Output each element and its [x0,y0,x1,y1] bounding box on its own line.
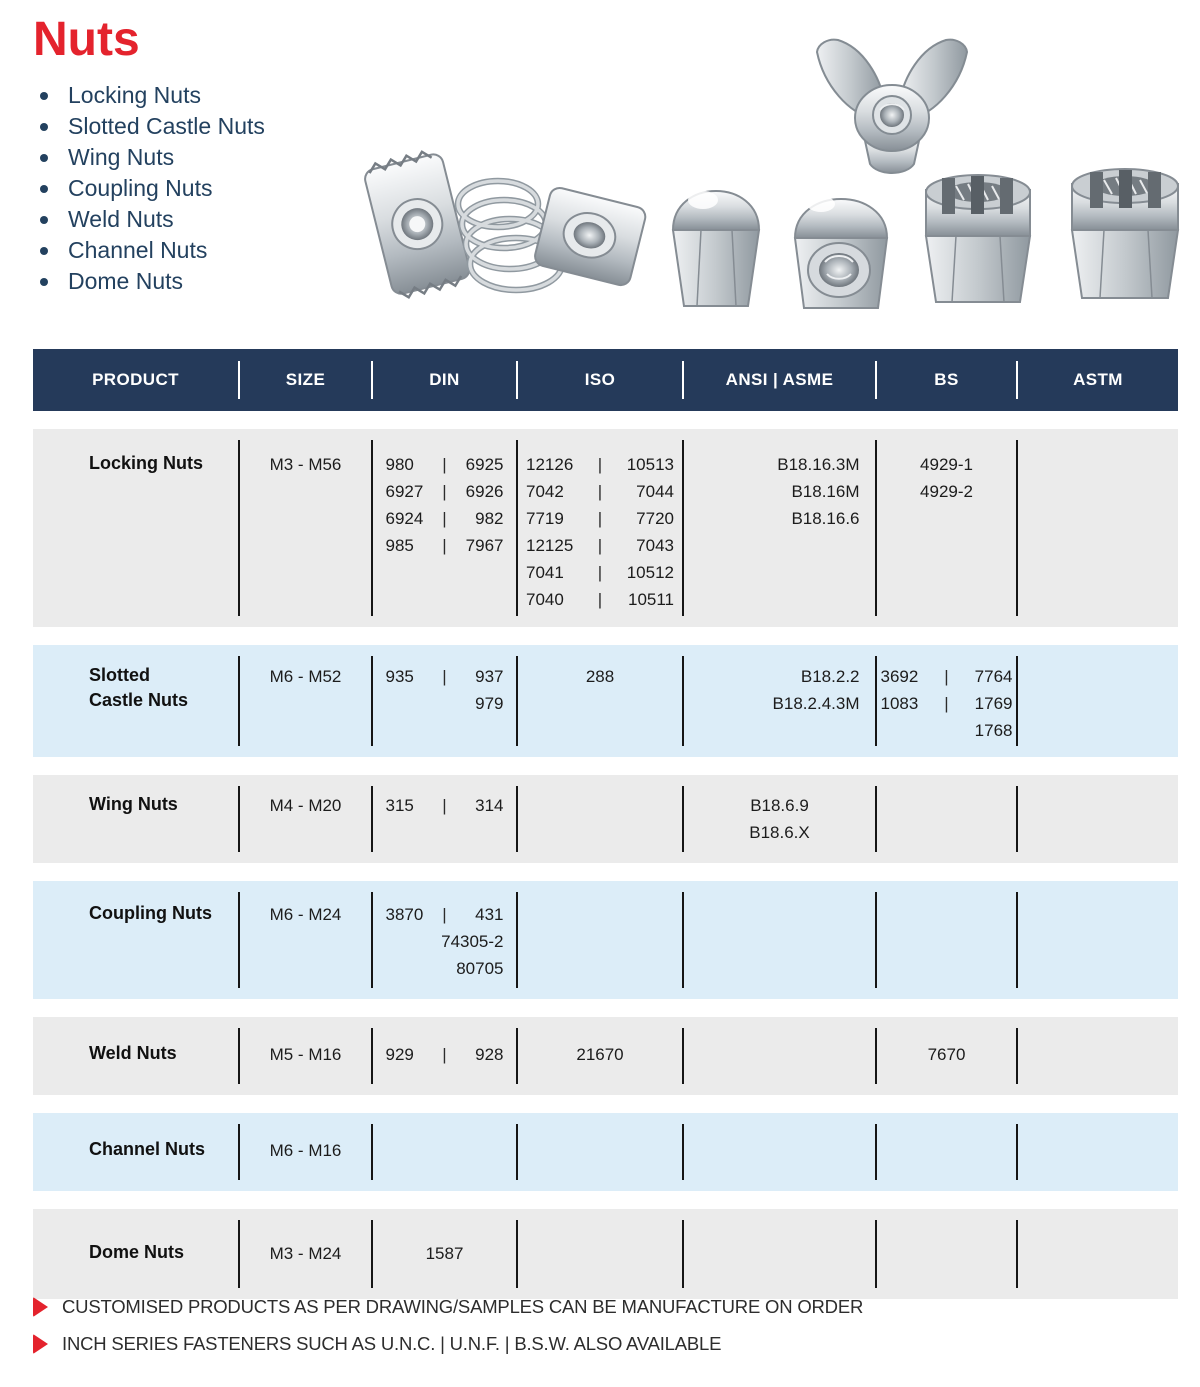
cell-product [33,881,238,999]
standard-value: 1768 [974,721,1013,740]
size-value: M6 - M24 [269,905,342,924]
hero-section [0,0,1200,349]
ansi-values [700,663,860,717]
size-value: M3 - M24 [269,1244,342,1263]
header-cell-bs: BS [934,370,959,389]
standard-value: 74305-2 [441,932,504,951]
cell-iso [518,775,682,863]
value-separator: | [442,482,447,501]
cell-size [240,1017,371,1095]
standard-value [881,690,1013,717]
cell-iso [518,1209,682,1299]
standard-value: 4929-2 [920,482,973,501]
standard-value-right: 1769 [974,694,1013,713]
standard-value [881,663,1013,690]
standard-value: B18.16.3M [777,455,860,474]
product-name: Locking Nuts [89,453,204,473]
cell-size [240,1113,371,1191]
standard-value: 979 [475,694,504,713]
standard-value: 7670 [927,1045,966,1064]
product-name: Slotted [89,665,150,685]
cell-iso [518,645,682,757]
standard-value [526,559,674,586]
standard-value: B18.6.9 [750,796,809,815]
product-name: Coupling Nuts [89,903,212,923]
cell-iso [518,881,682,999]
cell-din [373,1017,516,1095]
size-values [240,1041,371,1068]
standard-value-left: 929 [385,1045,414,1064]
standard-value-right: 937 [475,667,504,686]
size-value: M3 - M56 [269,455,342,474]
standard-value [526,478,674,505]
standard-value: 288 [585,667,615,686]
slotted-castle-nuts-photo [908,134,1194,320]
size-values [240,663,371,690]
standard-value-right: 431 [475,905,504,924]
standard-value-left: 935 [385,667,414,686]
table-header [33,349,1178,411]
size-values [240,792,371,819]
cell-din [373,881,516,999]
standard-value-left: 7041 [526,563,564,582]
cell-din [373,1113,516,1191]
size-values [240,451,371,478]
cell-bs [877,1209,1016,1299]
header-cell-din: DIN [429,370,460,389]
table-row-dome [33,1209,1178,1299]
size-values [240,1137,371,1164]
standard-value [526,505,674,532]
din-values [386,1041,504,1068]
nut-type-item [40,173,265,204]
standard-value: 1587 [425,1244,464,1263]
standard-value-left: 7042 [526,482,564,501]
cell-bs [877,775,1016,863]
standard-value: 21670 [576,1045,624,1064]
nut-type-label: Locking Nuts [68,82,201,108]
cell-iso [518,1017,682,1095]
cell-size [240,881,371,999]
iso-values [526,1041,674,1068]
value-separator: | [442,509,447,528]
value-separator: | [944,694,949,713]
cell-product [33,775,238,863]
cell-astm [1018,1113,1178,1191]
nut-type-label: Coupling Nuts [68,175,213,201]
value-separator: | [944,667,949,686]
standard-value [526,532,674,559]
standard-value-left: 985 [385,536,414,555]
cell-product [33,429,238,627]
standard-value-left: 6924 [385,509,424,528]
channel-nuts-with-springs-photo [338,132,650,322]
nut-type-label: Channel Nuts [68,237,208,263]
standard-value-right: 10511 [627,590,674,609]
cell-ansi [684,429,875,627]
nut-type-item [40,142,265,173]
table-row-castle [33,645,1178,757]
size-value: M5 - M16 [269,1045,342,1064]
standard-value-right: 7720 [636,509,674,528]
red-arrow-icon [33,1297,48,1317]
standard-value-right: 7044 [636,482,674,501]
standard-value [386,663,504,690]
standard-value-left: 12125 [526,536,574,555]
cell-ansi [684,1113,875,1191]
product-name: Weld Nuts [89,1043,177,1063]
size-values [240,901,371,928]
nut-type-label: Weld Nuts [68,206,174,232]
standard-value [386,901,504,928]
ansi-values [700,451,860,532]
product-name: Castle Nuts [89,690,189,710]
standard-value: B18.16.6 [791,509,860,528]
nut-type-item [40,111,265,142]
value-separator: | [597,590,603,609]
standard-value: 80705 [456,959,504,978]
nut-type-label: Dome Nuts [68,268,184,294]
standard-value-right: 7967 [465,536,504,555]
bullet-dot-icon [40,278,48,286]
footnote-text: INCH SERIES FASTENERS SUCH AS U.N.C. | U.N.F. | B.S.W. ALSO AVAILABLE [62,1333,722,1354]
value-separator: | [597,482,603,501]
size-value: M4 - M20 [269,796,342,815]
standard-value-left: 1083 [880,694,919,713]
cell-ansi [684,775,875,863]
header-cell-ansi-asme: ANSI | ASME [725,370,834,389]
products-table [33,349,1178,1299]
nut-type-item [40,266,265,297]
din-values [386,663,504,717]
bs-values [881,1041,1013,1068]
nut-type-item [40,235,265,266]
standard-value-left: 3692 [880,667,919,686]
nut-type-item [40,80,265,111]
standard-value-right: 6925 [465,455,504,474]
product-name: Channel Nuts [89,1139,206,1159]
cell-astm [1018,775,1178,863]
red-arrow-icon [33,1334,48,1354]
footnote [33,1296,863,1318]
cell-size [240,775,371,863]
bullet-dot-icon [40,92,48,100]
value-separator: | [442,796,447,815]
cell-ansi [684,1209,875,1299]
standard-value-left: 7040 [526,590,564,609]
standard-value-left: 12126 [526,455,574,474]
standard-value-left: 980 [385,455,414,474]
footnotes [33,1296,863,1370]
value-separator: | [442,536,447,555]
product-name: Dome Nuts [89,1242,185,1262]
cell-size [240,1209,371,1299]
table-row-locking [33,429,1178,627]
bullet-dot-icon [40,247,48,255]
standard-value-right: 928 [475,1045,504,1064]
standard-value-left: 6927 [385,482,424,501]
cell-product [33,1017,238,1095]
din-values [386,451,504,559]
standard-value [386,1041,504,1068]
cell-ansi [684,1017,875,1095]
cell-astm [1018,881,1178,999]
bullet-dot-icon [40,123,48,131]
size-value: M6 - M52 [269,667,342,686]
standard-value [386,505,504,532]
value-separator: | [597,563,603,582]
footnote-text: CUSTOMISED PRODUCTS AS PER DRAWING/SAMPLES CAN BE MANUFACTURE ON ORDER [62,1296,864,1317]
value-separator: | [442,905,447,924]
bullet-dot-icon [40,154,48,162]
cell-astm [1018,645,1178,757]
standard-value-right: 7043 [636,536,674,555]
footnote [33,1333,863,1355]
standard-value [386,451,504,478]
standard-value [526,586,674,613]
cell-ansi [684,881,875,999]
header-cell-size: SIZE [285,370,326,389]
standard-value-left: 7719 [526,509,564,528]
value-separator: | [442,1045,447,1064]
cell-din [373,645,516,757]
standard-value-right: 7764 [974,667,1013,686]
value-separator: | [597,509,603,528]
cell-product [33,1113,238,1191]
size-value: M6 - M16 [269,1141,342,1160]
cell-bs [877,881,1016,999]
standard-value: 4929-1 [920,455,973,474]
ansi-values [700,792,860,846]
nut-types-list [40,80,265,297]
standard-value: B18.2.4.3M [772,694,860,713]
size-values [240,1240,371,1267]
standard-value-right: 314 [475,796,504,815]
table-row-channel [33,1113,1178,1191]
cell-ansi [684,645,875,757]
din-values [386,1240,504,1267]
standard-value: B18.2.2 [800,667,860,686]
cell-product [33,1209,238,1299]
din-values [386,792,504,819]
iso-values [526,451,674,613]
cell-bs [877,1113,1016,1191]
cell-size [240,429,371,627]
cell-astm [1018,1017,1178,1095]
standard-value-right: 982 [475,509,504,528]
cell-din [373,429,516,627]
standard-value [386,478,504,505]
standard-value [386,532,504,559]
cell-astm [1018,1209,1178,1299]
value-separator: | [442,455,447,474]
header-cell-astm: ASTM [1073,370,1123,389]
din-values [386,901,504,982]
table-body [33,429,1178,1299]
standard-value: B18.16M [791,482,860,501]
cell-iso [518,429,682,627]
bs-values [881,451,1013,505]
standard-value-left: 315 [385,796,414,815]
cell-din [373,775,516,863]
standard-value: B18.6.X [749,823,810,842]
value-separator: | [597,536,603,555]
header-cell-iso: ISO [584,370,616,389]
header-cell-product: PRODUCT [92,370,179,389]
standard-value-right: 6926 [465,482,504,501]
cell-size [240,645,371,757]
cell-iso [518,1113,682,1191]
cell-bs [877,645,1016,757]
product-name: Wing Nuts [89,794,178,814]
cell-astm [1018,429,1178,627]
standard-value-right: 10513 [626,455,674,474]
nut-type-item [40,204,265,235]
nut-type-label: Wing Nuts [68,144,175,170]
table-row-weld [33,1017,1178,1095]
cell-bs [877,1017,1016,1095]
cell-product [33,645,238,757]
bullet-dot-icon [40,216,48,224]
cell-bs [877,429,1016,627]
nut-type-label: Slotted Castle Nuts [68,113,265,139]
cell-din [373,1209,516,1299]
standard-value [386,792,504,819]
standard-value [526,451,674,478]
value-separator: | [442,667,447,686]
value-separator: | [597,455,603,474]
standard-value-right: 10512 [626,563,674,582]
standard-value-left: 3870 [385,905,424,924]
bullet-dot-icon [40,185,48,193]
iso-values [526,663,674,690]
table-row-wing [33,775,1178,863]
bs-values [881,663,1013,744]
page-title: Nuts [33,13,140,66]
table-row-coupling [33,881,1178,999]
